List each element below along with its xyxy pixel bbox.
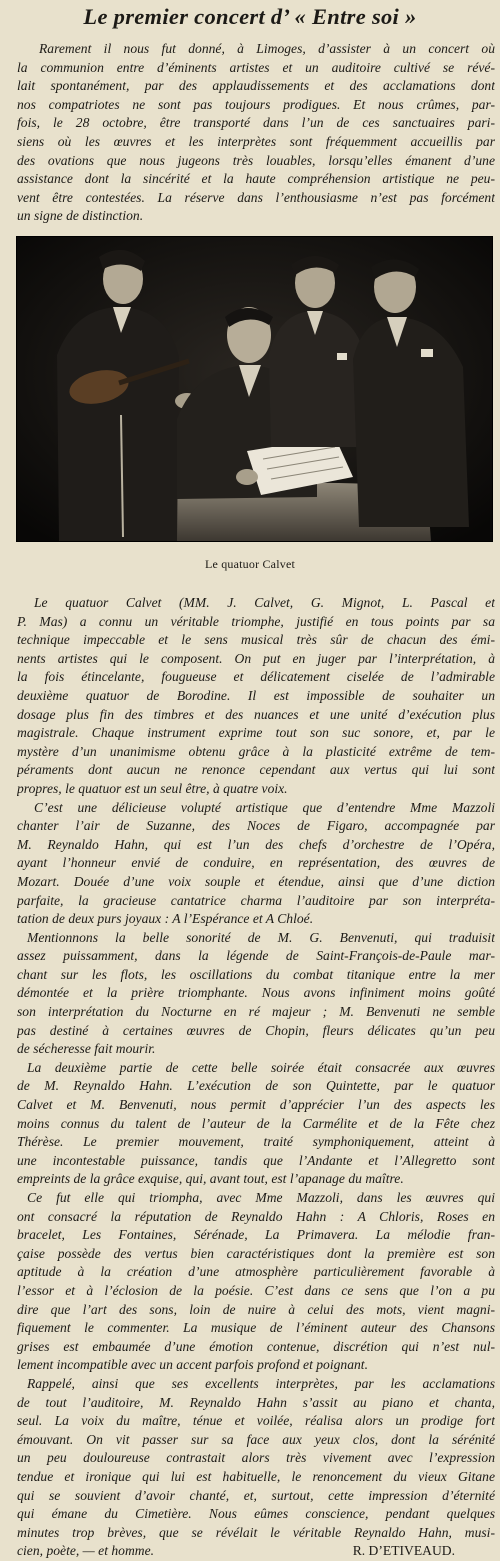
text-line: un peu douloureuse contrastait alors très vivement avec l’expression	[17, 1450, 495, 1466]
text-line: Le quatuor Calvet (MM. J. Calvet, G. Mignot, L. Pascal et	[34, 595, 495, 610]
text-line: de sécheresse fait mourir.	[17, 1041, 156, 1057]
text-line: ayant l’honneur envié de conduire, en représentation, des œuvres de	[17, 855, 495, 871]
text-line: son interprétation du Nocturne en ré majeur ; M. Benvenuti ne semble	[17, 1004, 495, 1020]
text-line: un signe de distinction.	[17, 208, 144, 224]
text-line: empreints de la grâce exquise, qui, avant tout, est l’apanage du maître.	[17, 1171, 404, 1187]
text-line: P. Mas) a connu un véritable triomphe, justifié en tous points par sa	[17, 613, 495, 629]
text-line: çaise possède des vertus bien caractéristiques dont la première est son	[17, 1245, 495, 1261]
text-line: des ovations que nous jugeons très louables, lorsqu’elles émanent d’une	[17, 152, 495, 168]
text-line: péraments dont aucun ne renonce cependant aux vertus qui lui sont	[17, 762, 495, 778]
text-line: chanter l’air de Suzanne, des Noces de Figaro, accompagnée par	[17, 818, 495, 834]
text-line-last: cien, poète, — et homme.	[17, 1543, 155, 1559]
text-line: pas destiné à certaines œuvres de Chopin, fleurs délicates qu’un peu	[17, 1022, 495, 1038]
text-line: nos compatriotes ne sont pas toujours prodigues. Et nous crûmes, par-	[17, 96, 495, 112]
quartet-photo	[16, 236, 493, 542]
text-line: Rappelé, ainsi que ses excellents interprètes, par les acclamations	[27, 1375, 495, 1391]
text-line: nents artistes qui le composent. On put en juger par l’interprétation, à	[17, 650, 495, 666]
text-line: Thérèse. Le premier mouvement, traité symphoniquement, atteint à	[17, 1134, 495, 1150]
text-line: lement incompatible avec un accent parfois profond et poignant.	[17, 1357, 368, 1373]
text-line: tation de deux purs joyaux : A l’Espérance et A Chloé.	[17, 911, 314, 927]
text-line: propres, le quatuor est un seul être, à quatre voix.	[17, 780, 288, 796]
text-line: dire que l’art des sons, loin de nuire à celui des mots, vient magni-	[17, 1301, 495, 1317]
text-line: ont consacré la réputation de Reynaldo Hahn : A Chloris, Roses en	[17, 1208, 495, 1224]
text-line: Calvet et M. Benvenuti, nous permit d’apprécier l’un des aspects les	[17, 1097, 495, 1113]
text-line: dosage plus fin des timbres et des nuances et une unité d’exécution plus	[17, 706, 495, 722]
text-line: parfaite, la gracieuse cantatrice charma l’auditoire par son interpréta-	[17, 892, 495, 908]
quartet-photo-image	[17, 237, 492, 541]
text-line: émouvant. On vit passer sur sa face aux yeux clos, dont la sérénité	[17, 1431, 495, 1447]
text-line: magistrale. Chaque instrument exprime tout son suc sonore, et, par le	[17, 725, 495, 741]
text-line: démontée et la prière triomphante. Nous avons infiniment moins goûté	[17, 985, 495, 1001]
text-line: bracelet, Les Fontaines, Sérénade, La Primavera. La mélodie fran-	[17, 1227, 495, 1243]
text-line: C’est une délicieuse volupté artistique que d’entendre Mme Mazzoli	[34, 799, 495, 815]
text-line: la communion entre d’éminents artistes et un auditoire cultivé se révé-	[17, 59, 495, 75]
text-line: fiquement le commenter. La musique de l’éminent auteur des Chansons	[17, 1320, 495, 1336]
text-line: siens où les œuvres et les interprètes sont fréquemment accueillis par	[17, 133, 495, 149]
text-line: assistance dont la sincérité et la haute compréhension artistique ne peu-	[17, 171, 495, 187]
text-line: M. Reynaldo Hahn, qui est l’un des chefs d’orchestre de l’Opéra,	[17, 836, 495, 852]
text-line: assez puissamment, dans la légende de Saint-François-de-Paule mar-	[17, 948, 495, 964]
text-line: seul. La voix du maître, ténue et voilée, réalisa alors un prodige fort	[17, 1413, 495, 1429]
text-line: tendue et ironique qui lui est habituelle, le renoncement du vieux Gitane	[17, 1468, 495, 1484]
text-line: minutes trop brèves, que se révélait le véritable Reynaldo Hahn, musi-	[17, 1524, 495, 1540]
text-line: Mentionnons la belle sonorité de M. G. Benvenuti, qui traduisit	[27, 929, 495, 945]
text-line: mystère d’un unanimisme obtenu grâce à la plasticité extrême de tem-	[17, 743, 495, 759]
text-line: Ce fut elle qui triompha, avec Mme Mazzoli, dans les œuvres qui	[27, 1190, 495, 1205]
text-line: de M. Reynaldo Hahn. L’exécution de son Quintette, par le quatuor	[17, 1078, 495, 1094]
text-line: l’essor et à l’éclosion de la poésie. C’est dans ce sens que l’on a pu	[17, 1282, 495, 1298]
text-line: qui émane du Cimetière. Nous eûmes conscience, pendant quelques	[17, 1506, 495, 1522]
text-line: de tout l’auditoire, M. Reynaldo Hahn s’assit au piano et chanta,	[17, 1394, 495, 1410]
text-line: deuxième quatuor de Borodine. Il est impossible de souhaiter un	[17, 687, 495, 703]
text-line: fois, le 28 octobre, être transporté dans l’un de ces sanctuaires pari-	[17, 115, 495, 131]
text-line: grises est embaumée d’une émotion contenue, discrétion qui n’est nul-	[17, 1338, 495, 1354]
intro-paragraph	[17, 40, 495, 226]
author-signature: R. D’ETIVEAUD.	[352, 1543, 455, 1559]
text-line: Rarement il nous fut donné, à Limoges, d’assister à un concert où	[39, 41, 495, 56]
article-title: Le premier concert d’ « Entre soi »	[83, 4, 417, 29]
text-line: chant sur les flots, les oscillations du combat titanique entre la mer	[17, 966, 495, 982]
text-line: La deuxième partie de cette belle soirée était consacrée aux œuvres	[27, 1059, 495, 1075]
text-line	[17, 1542, 495, 1561]
text-line: moins connus du talent de l’auteur de la Carmélite et de la Fête chez	[17, 1115, 495, 1131]
text-line: Mozart. Douée d’une voix souple et étendue, ainsi que d’une diction	[17, 873, 495, 889]
text-line: aptitude à la création d’une atmosphère particulièrement favorable à	[17, 1264, 495, 1280]
text-line: vent être contestées. La réserve dans l’enthousiasme n’est pas forcément	[17, 189, 495, 205]
text-line: lait spontanément, par des applaudissements et des acclamations dont	[17, 78, 495, 94]
text-line: qui se souvient d’avoir chanté, et, surtout, cette impression d’éternité	[17, 1487, 495, 1503]
text-line: la fois étincelante, fougueuse et délicatement ciselée de l’admirable	[17, 669, 495, 685]
photo-caption: Le quatuor Calvet	[204, 557, 296, 571]
text-line: technique impeccable et le sens musical très sûr de chacun des émi-	[17, 632, 495, 648]
article-body	[17, 594, 495, 1561]
text-line: une incontestable puissance, tandis que l’Andante et l’Allegretto sont	[17, 1152, 495, 1168]
